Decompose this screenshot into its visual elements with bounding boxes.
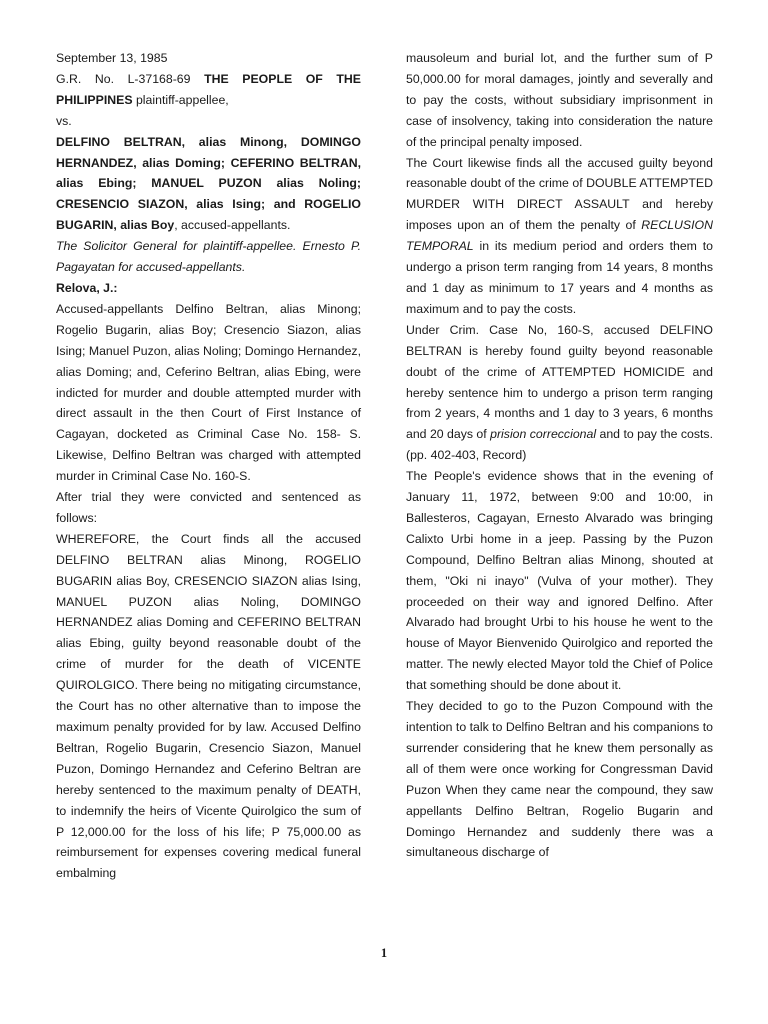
decision-date: September 13, 1985 bbox=[56, 51, 168, 65]
case-title-people: THE PEOPLE OF THE PHILIPPINES bbox=[56, 71, 361, 107]
paragraph-compound: They decided to go to the Puzon Compound with the intention to talk to Delfino Beltran and his companions to surrender considering that he knew them personally as all of them were once working for Congressman David Puzon When they came near the compound, they saw appellants Delfino Beltran, Rogelio Bugarin and Domingo Hernandez and suddenly there was a simultaneous discharge of bbox=[406, 699, 713, 860]
paragraph-double-attempted bbox=[406, 153, 713, 320]
counsel-line: The Solicitor General for plaintiff-appellee. Ernesto P. Pagayatan for accused-appellants. bbox=[56, 239, 361, 275]
accused-names: DELFINO BELTRAN, alias Minong, DOMINGO HERNANDEZ, alias Doming; CEFERINO BELTRAN, alias Ebing; MANUEL PUZON alias Noling; CRESENCIO SIAZON, alias Ising; and ROGELIO BUGARIN, alias Boy bbox=[56, 134, 361, 233]
accused-role: , accused-appellants. bbox=[174, 218, 291, 233]
page-number: 1 bbox=[380, 946, 388, 960]
ponente: Relova, J.: bbox=[56, 280, 118, 295]
para-4-text-b: in its medium period and orders them to undergo a prison term ranging from 14 years, 8 months and 1 day as minimum to 17 years and 4 months as maximum and to pay the costs. bbox=[406, 239, 713, 316]
case-caption bbox=[56, 69, 361, 111]
prision-correccional: prision correccional bbox=[490, 427, 597, 442]
left-column bbox=[56, 48, 361, 884]
para-5-text-a: Under Crim. Case No, 160-S, accused DELFINO BELTRAN is hereby found guilty beyond reasonable doubt of the crime of ATTEMPTED HOMICIDE and hereby sentence him to undergo a prison term ranging from 2 years, 4 months and 1 day to 3 years, 6 months and 20 days of bbox=[406, 322, 713, 442]
paragraph-wherefore-continued: mausoleum and burial lot, and the further sum of P 50,000.00 for moral damages, jointly and severally and to pay the costs, without subsidiary imprisonment in case of insolvency, taking into consideration the nature of the principal penalty imposed. bbox=[406, 51, 713, 149]
para-5-text-b: and to pay the costs. (pp. 402-403, Record) bbox=[406, 427, 713, 463]
para-4-text-a: The Court likewise finds all the accused guilty beyond reasonable doubt of the crime of DOUBLE ATTEMPTED MURDER WITH DIRECT ASSAULT and hereby imposes upon an of them the penalty of bbox=[406, 155, 713, 233]
reclusion-temporal: RECLUSION TEMPORAL bbox=[406, 218, 713, 254]
paragraph-trial: After trial they were convicted and sentenced as follows: bbox=[56, 490, 361, 525]
accused-caption bbox=[56, 132, 361, 237]
plaintiff-role: plaintiff-appellee, bbox=[135, 92, 229, 107]
right-column bbox=[406, 48, 713, 863]
gr-number: G.R. No. L-37168-69 bbox=[56, 71, 191, 86]
paragraph-crim-case-160 bbox=[406, 320, 713, 466]
paragraph-wherefore: WHEREFORE, the Court finds all the accused DELFINO BELTRAN alias Minong, ROGELIO BUGARIN alias Boy, CRESENCIO SIAZON alias Ising, MANUEL PUZON alias Noling, DOMINGO HERNANDEZ alias Doming and CEFERINO BELTRAN alias Ebing, guilty beyond reasonable doubt of the crime of murder for the death of VICENTE QUIROLGICO. There being no mitigating circumstance, the Court has no other alternative than to impose the maximum penalty provided for by law. Accused Delfino Beltran, Rogelio Bugarin, Cresencio Siazon, Manuel Puzon, Domingo Hernandez and Ceferino Beltran are hereby sentenced to the maximum penalty of DEATH, to indemnify the heirs of Vicente Quirolgico the sum of P 12,000.00 for the loss of his life; P 75,000.00 as reimbursement for expenses covering medical funeral embalming bbox=[56, 531, 361, 881]
paragraph-evidence: The People's evidence shows that in the evening of January 11, 1972, between 9:00 and 10:00, in Ballesteros, Cagayan, Ernesto Alvarado was bringing Calixto Urbi home in a jeep. Passing by the Puzon Compound, Delfino Beltran alias Minong, shouted at them, "Oki ni inayo" (Vulva of your mother). They proceeded on their way and ignored Delfino. After Alvarado had brought Urbi to his house he went to the house of Mayor Bienvenido Quirolgico and reported the matter. The newly elected Mayor told the Chief of Police that something should be done about it. bbox=[406, 469, 713, 693]
versus-label: vs. bbox=[56, 113, 72, 128]
paragraph-intro: Accused-appellants Delfino Beltran, alias Minong; Rogelio Bugarin, alias Boy; Cresencio Siazon, alias Ising; Manuel Puzon, alias Noling; Domingo Hernandez, alias Doming; and, Ceferino Beltran, alias Ebing, were indicted for murder and double attempted murder with direct assault in the then Court of First Instance of Cagayan, docketed as Criminal Case No. 158- S. Likewise, Delfino Beltran was charged with attempted murder in Criminal Case No. 160-S. bbox=[56, 301, 361, 484]
